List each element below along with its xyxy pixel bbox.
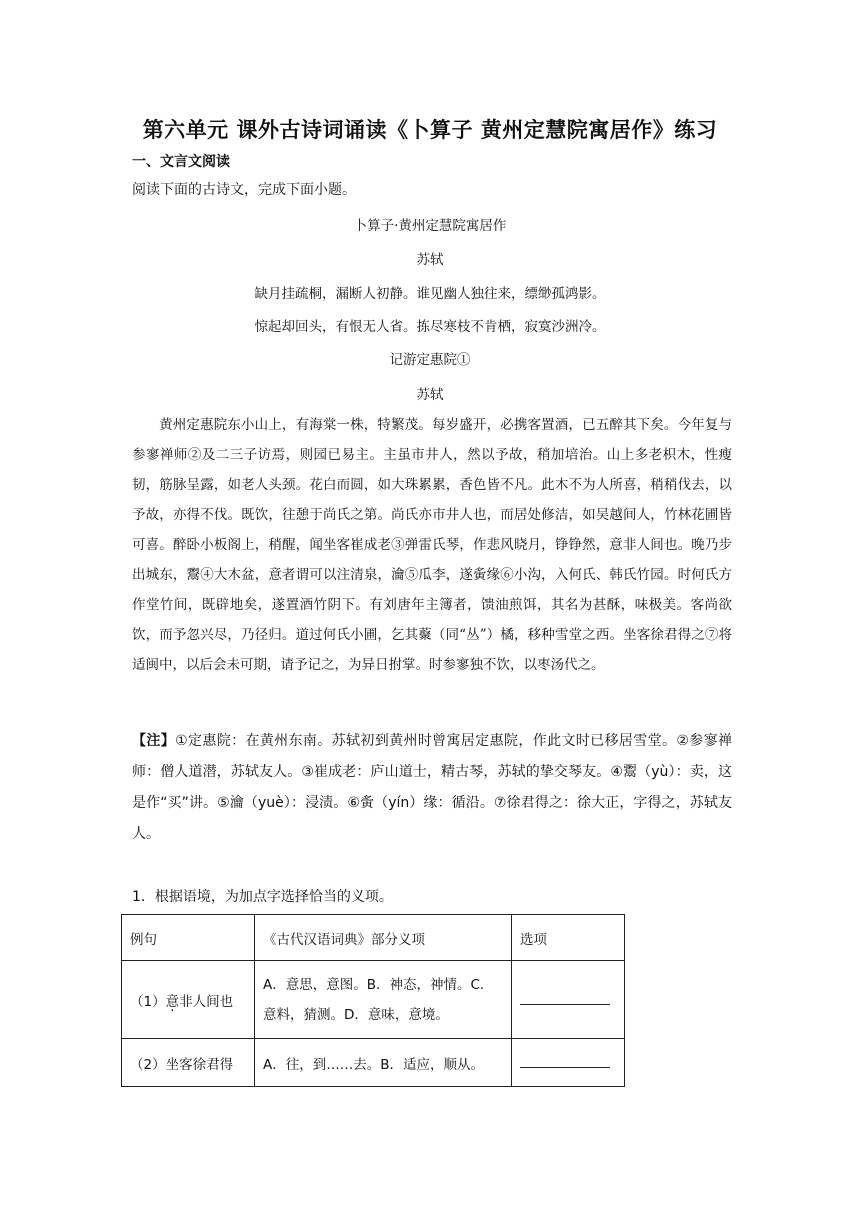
header-example: 例句 [122, 915, 255, 961]
poem-line-2: 惊起却回头，有恨无人省。拣尽寒枝不肯栖，寂寞沙洲冷。 [254, 319, 606, 335]
annotation-note [132, 726, 732, 850]
options-cell: A．意思，意图。B．神态，神情。C．意料，猜测。D．意味，意境。 [255, 961, 512, 1039]
header-answer: 选项 [512, 915, 625, 961]
answer-blank[interactable] [520, 1053, 610, 1068]
essay-title: 记游定惠院① [389, 352, 471, 368]
header-definitions: 《古代汉语词典》部分义项 [255, 915, 512, 961]
note-label: 【注】 [132, 733, 176, 749]
essay-body-text: 黄州定惠院东小山上，有海棠一株，特繁茂。每岁盛开，必携客置酒，已五醉其下矣。今年复与参寥禅师②及二三子访焉，则园已易主。主虽市井人，然以予故，稍加培治。山上多老枳木，性瘦韧，筋脉呈露，如老人头颈。花白而圆，如大珠累累，香色皆不凡。此木不为人所喜，稍稍伐去，以予故，亦得不伐。既饮，往憩于尚氏之第。尚氏亦市井人也，而居处修洁，如吴越间人，竹林花圃皆可喜。醉卧小板阁上，稍醒，闻坐客崔成老③弹雷氏琴，作悲风晓月，铮铮然，意非人间也。晚乃步出城东，鬻④大木盆，意者谓可以注清泉，瀹⑤瓜李，遂夤缘⑥小沟，入何氏、韩氏竹园。时何氏方作堂竹间，既辟地矣，遂置酒竹阴下。有刘唐年主簿者，馈油煎饵，其名为甚酥，味极美。客尚欲饮，而予忽兴尽，乃径归。道过何氏小圃，乞其藂（同“丛”）橘，移种雪堂之西。坐客徐君得之⑦将适闽中，以后会未可期，请予记之，为异日拊掌。时参寥独不饮，以枣汤代之。 [132, 417, 732, 673]
instruction-text: 阅读下面的古诗文，完成下面小题。 [132, 182, 356, 198]
poem-author: 苏轼 [416, 252, 444, 268]
note-text: ①定惠院：在黄州东南。苏轼初到黄州时曾寓居定惠院，作此文时已移居雪堂。②参寥禅师：僧人道潜，苏轼友人。③崔成老：庐山道士，精古琴，苏轼的挚交琴友。④鬻（yù）：卖，这是作“买”讲。⑤瀹（yuè）：浸渍。⑥夤（yín）缘：循沿。⑦徐君得之：徐大正，字得之，苏轼友人。 [132, 733, 732, 842]
poem-title: 卜算子·黄州定慧院寓居作 [353, 218, 507, 234]
section-heading: 一、文言文阅读 [132, 154, 230, 170]
vocabulary-table [121, 914, 625, 1087]
options-cell: A．往，到……去。B．适应，顺从。 [255, 1039, 512, 1087]
essay-author: 苏轼 [416, 387, 444, 403]
table-header-row [122, 915, 625, 961]
question-1: 1．根据语境，为加点字选择恰当的义项。 [132, 889, 393, 905]
table-row [122, 961, 625, 1039]
answer-blank[interactable] [520, 990, 610, 1005]
essay-body [132, 410, 732, 680]
example-cell: （2）坐客徐君得 [122, 1039, 255, 1087]
answer-cell[interactable] [512, 1039, 625, 1087]
page-title: 第六单元 课外古诗词诵读《卜算子 黄州定慧院寓居作》练习 [142, 118, 718, 142]
example-cell: （1）意非人间也 [122, 961, 255, 1039]
answer-cell[interactable] [512, 961, 625, 1039]
poem-line-1: 缺月挂疏桐，漏断人初静。谁见幽人独往来，缥缈孤鸿影。 [254, 286, 606, 302]
dotted-char: 意 [165, 993, 180, 1010]
table-row [122, 1039, 625, 1087]
